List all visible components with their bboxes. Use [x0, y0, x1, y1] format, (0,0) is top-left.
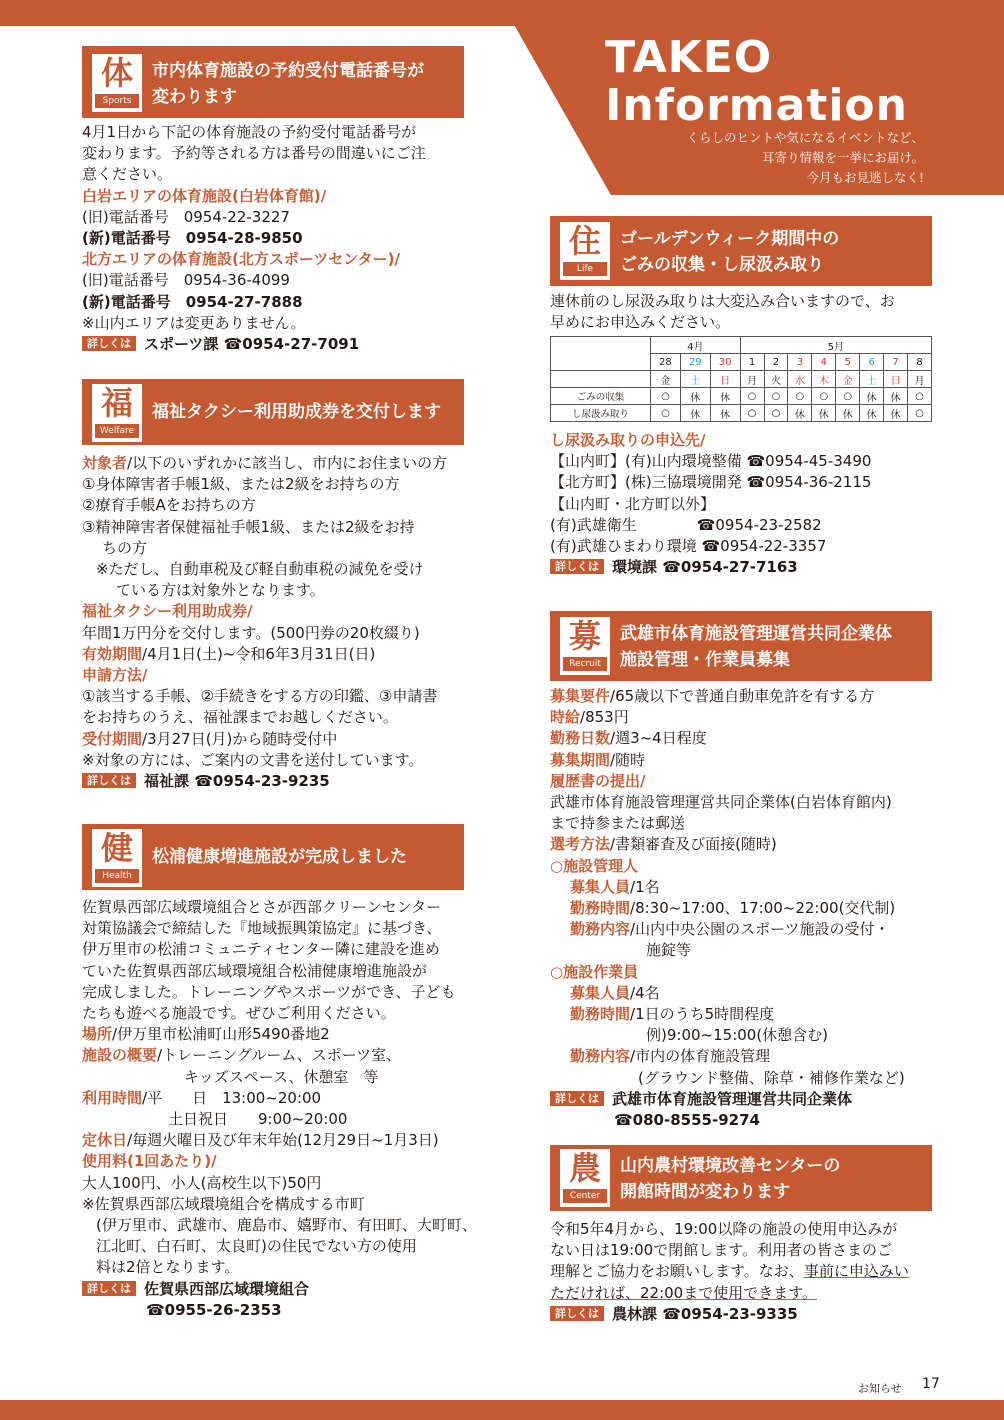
- center-kanji-icon: 農 Center: [560, 1149, 610, 1207]
- health-kanji-icon: 健 Health: [92, 829, 142, 887]
- recruit-kanji-icon: 募 Recruit: [560, 617, 610, 675]
- health-body: 佐賀県西部広域環境組合とさが西部クリーンセンター 対策協議会で締結した『地域振興策協定』に基づき、 伊万里市の松浦コミュニティセンター隣に建設を進め ていた佐賀県西部広域環境組合松浦健康増進施設が 完成しました。トレーニングやスポーツができ、子ども たちも遊べる施設です。ぜひご利用ください。 場所/伊万里市松浦町山形5490番地2 施設の概要/トレーニングルーム、スポーツ室、 キッズスペース、休憩室 等 利用時間/平 日 13:00~20:00 土日祝日 9:00~20:00 定休日/毎週火曜日及び年末年始(12月29日~1月3日) 使用料(1回あたり)/ 大人100円、小人(高校生以下)50円 ※佐賀県西部広域環境組合を構成する市町 (伊万里市、武雄市、鹿島市、嬉野市、有田町、大町町、 江北町、白石町、太良町)の住民でない方の使用 料は2倍となります。 詳しくは 佐賀県西部広域環境組合 ☎0955-26-2353: [82, 897, 472, 1321]
- welfare-title: 福祉タクシー利用助成券を交付します: [152, 402, 441, 422]
- more-info-tag: 詳しくは: [550, 1091, 604, 1106]
- page-number: 17: [922, 1376, 940, 1392]
- month-may: 5月: [740, 337, 931, 354]
- sports-title: 市内体育施設の予約受付電話番号が 変わります: [152, 61, 424, 107]
- health-contact-name: 佐賀県西部広域環境組合: [144, 1279, 310, 1298]
- life-contacts: し尿汲み取りの申込先/ 【山内町】(有)山内環境整備 ☎0954-45-3490 【北方町】(株)三協環境開発 ☎0954-36-2115 【山内町・北方町以外】 (有)武雄衛生 ☎0954-23-2582 (有)武雄ひまわり環境 ☎0954-22-3357 詳しくは 環境課 ☎0954-27-7163: [550, 431, 872, 577]
- bottom-bar: [0, 1400, 1004, 1420]
- recruit-contact-tel: ☎080-8555-9274: [614, 1111, 760, 1130]
- health-contact-tel: ☎0955-26-2353: [146, 1300, 282, 1319]
- center-title: 山内農村環境改善センターの 開館時間が変わります: [620, 1156, 841, 1202]
- banner-title: TAKEO Information: [605, 32, 908, 131]
- life-title: ゴールデンウィーク期間中の ごみの収集・し尿汲み取り: [620, 229, 840, 275]
- life-contact: 環境課 ☎0954-27-7163: [612, 558, 798, 577]
- more-info-tag: 詳しくは: [82, 773, 136, 788]
- more-info-tag: 詳しくは: [82, 1281, 136, 1296]
- more-info-tag: 詳しくは: [550, 1306, 604, 1321]
- sports-kanji-icon: 体 Sports: [92, 54, 142, 112]
- table-days-row: 28 29 30 1 2 3 4 5 6 7 8: [551, 354, 932, 371]
- month-april: 4月: [651, 337, 741, 354]
- welfare-contact: 福祉課 ☎0954-23-9235: [144, 772, 330, 791]
- recruit-contact-name: 武雄市体育施設管理運営共同企業体: [612, 1089, 853, 1108]
- gw-collection-table: [550, 336, 932, 422]
- recruit-header: [550, 611, 932, 681]
- center-body: 令和5年4月から、19:00以降の施設の使用申込みが ない日は19:00で閉館します。利用者の皆さまのご 理解とご協力をお願いします。なお、事前に申込みい ただければ、22:00まで使用できます。 詳しくは 農林課 ☎0954-23-9335: [550, 1220, 909, 1323]
- health-title: 松浦健康増進施設が完成しました: [152, 847, 407, 867]
- center-contact: 農林課 ☎0954-23-9335: [612, 1304, 798, 1323]
- more-info-tag: 詳しくは: [82, 336, 136, 351]
- banner-subtitle: くらしのヒントや気になるイベントなど、 耳寄り情報を一挙にお届け。 今月もお見逃しなく!: [686, 130, 924, 185]
- table-row-nightsoil: し尿汲み取り ○ 休 休 ○ ○ 休 休 休 休 休 ○: [551, 405, 932, 422]
- sports-header: [82, 46, 464, 118]
- welfare-kanji-icon: 福 Welfare: [92, 384, 142, 442]
- footer-label: お知らせ: [858, 1382, 902, 1395]
- sports-body: 4月1日から下記の体育施設の予約受付電話番号が 変わります。予約等される方は番号の間違いにご注 意ください。 白岩エリアの体育施設(白岩体育館)/ (旧)電話番号 0954-22-3227 (新)電話番号 0954-28-9850 北方エリアの体育施設(北方スポーツセンター)/ (旧)電話番号 0954-36-4099 (新)電話番号 0954-27-7888 ※山内エリアは変更ありません。 詳しくは スポーツ課 ☎0954-27-7091: [82, 123, 426, 354]
- life-intro: 連休前のし尿汲み取りは大変込み合いますので、お 早めにお申込みください。: [550, 292, 895, 332]
- life-header: [550, 216, 932, 286]
- welfare-header: [82, 379, 464, 445]
- more-info-tag: 詳しくは: [550, 559, 604, 574]
- recruit-body: 募集要件/65歳以下で普通自動車免許を有する方 時給/853円 勤務日数/週3~4日程度 募集期間/随時 履歴書の提出/ 武雄市体育施設管理運営共同企業体(白岩体育館内) まで持参または郵送 選考方法/書類審査及び面接(随時) ○施設管理人 募集人員/1名 勤務時間/8:30~17:00、17:00~22:00(交代制) 勤務内容/山内中央公園のスポーツ施設の受付・ 施錠等 ○施設作業員 募集人員/4名 勤務時間/1日のうち5時間程度 例)9:00~15:00(休憩含む) 勤務内容/市内の体育施設管理 (グラウンド整備、除草・補修作業など) 詳しくは 武雄市体育施設管理運営共同企業体 ☎080-8555-9274: [550, 686, 950, 1131]
- sports-contact: スポーツ課 ☎0954-27-7091: [144, 335, 360, 354]
- table-row-garbage: ごみの収集 ○ 休 休 ○ ○ ○ ○ ○ 休 休 ○: [551, 388, 932, 405]
- life-kanji-icon: 住 Life: [560, 222, 610, 280]
- table-corner: [551, 337, 651, 371]
- center-header: [550, 1145, 932, 1211]
- welfare-body: 対象者/以下のいずれかに該当し、市内にお住まいの方 ①身体障害者手帳1級、または2級をお持ちの方 ②療育手帳Aをお持ちの方 ③精神障害者保健福祉手帳1級、または2級をお持 ちの方 ※ただし、自動車税及び軽自動車税の減免を受け ている方は対象外となります。 福祉タクシー利用助成券/ 年間1万円分を交付します。(500円券の20枚綴り) 有効期間/4月1日(土)~令和6年3月31日(日) 申請方法/ ①該当する手帳、②手続きをする方の印鑑、③申請書 をお持ちのうえ、福祉課までお越しください。 受付期間/3月27日(月)から随時受付中 ※対象の方には、ご案内の文書を送付しています。 詳しくは 福祉課 ☎0954-23-9235: [82, 454, 448, 791]
- health-header: [82, 824, 464, 890]
- recruit-title: 武雄市体育施設管理運営共同企業体 施設管理・作業員募集: [620, 624, 892, 670]
- table-weekday-row: 金 土 日 月 火 水 木 金 土 日 月: [551, 371, 932, 388]
